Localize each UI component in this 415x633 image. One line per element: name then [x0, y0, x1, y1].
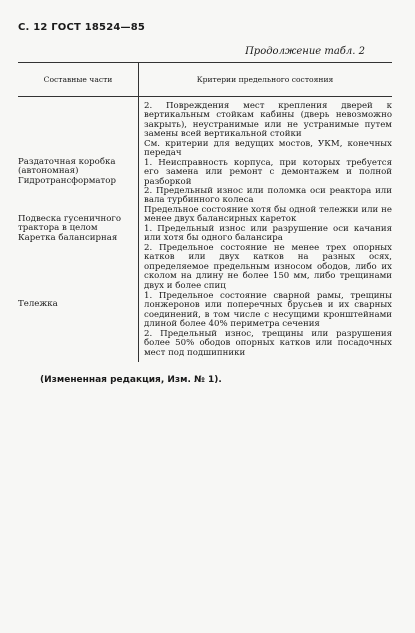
table-cell: Тележка [18, 299, 58, 309]
table-cell: 1. Предельный износ или разрушение оси качания или хотя бы одного балансира [144, 224, 392, 244]
part-bogie [18, 300, 134, 309]
column-header-parts: Составные части [43, 75, 113, 84]
criteria-cab-doors [144, 102, 392, 140]
criteria-bogie-1 [144, 292, 392, 330]
criteria-converter-2 [144, 187, 392, 206]
part-transfer-box [18, 158, 134, 177]
header-rule [18, 96, 392, 97]
amendment-note: (Измененная редакция, Изм. № 1). [40, 375, 222, 385]
criteria-suspension [144, 206, 392, 225]
table-cell: См. критерии для ведущих мостов, УКМ, конечных передач [144, 139, 392, 159]
table-cell: Гидротрансформатор [18, 176, 116, 186]
table-cell: 2. Предельный износ или поломка оси реактора или вала турбинного колеса [144, 186, 392, 206]
table-cell: Каретка балансирная [18, 233, 118, 243]
column-divider [138, 62, 139, 362]
table-cell: Подвеска гусеничного трактора в целом [18, 214, 122, 234]
criteria-carriage-2 [144, 244, 392, 291]
table-cell: Раздаточная коробка (автономная) [18, 157, 116, 177]
criteria-carriage-1 [144, 225, 392, 244]
page-header: С. 12 ГОСТ 18524—85 [18, 22, 146, 33]
table-cell: 1. Неисправность корпуса, при которых требуется его замена или ремонт с демонтажем и полной разборкой [144, 158, 392, 187]
table-top-rule [18, 62, 392, 63]
table-cell: 1. Предельное состояние сварной рамы, трещины лонжеронов или поперечных брусьев и их сварных соединений, в том числе с несущими кронштейнами длиной более 40% периметра сечения [144, 291, 392, 330]
part-torque-converter [18, 177, 134, 186]
column-header-criteria: Критерии предельного состояния [196, 75, 334, 84]
table-cell: 2. Предельный износ, трещины или разрушения более 50% ободов опорных катков или посадочных мест под подшипники [144, 329, 392, 358]
criteria-converter-1 [144, 159, 392, 187]
part-balance-carriage [18, 234, 134, 243]
table-cell: 2. Повреждения мест крепления дверей к вертикальным стойкам кабины (дверь невозможно закрыть), неустранимые или не устранимые путем замены всей вертикальной стойки [144, 101, 392, 140]
part-track-suspension [18, 215, 134, 234]
table-cell: 2. Предельное состояние не менее трех опорных катков или двух катков на разных осях, определяемое предельным износом ободов, либо их сколом на длину не более 150 мм, либо трещинами двух и более спиц [144, 243, 392, 291]
criteria-transfer-box [144, 140, 392, 159]
table-continuation-label: Продолжение табл. 2 [245, 46, 365, 57]
criteria-bogie-2 [144, 330, 392, 358]
table-cell: Предельное состояние хотя бы одной тележки или не менее двух балансирных кареток [144, 205, 392, 225]
